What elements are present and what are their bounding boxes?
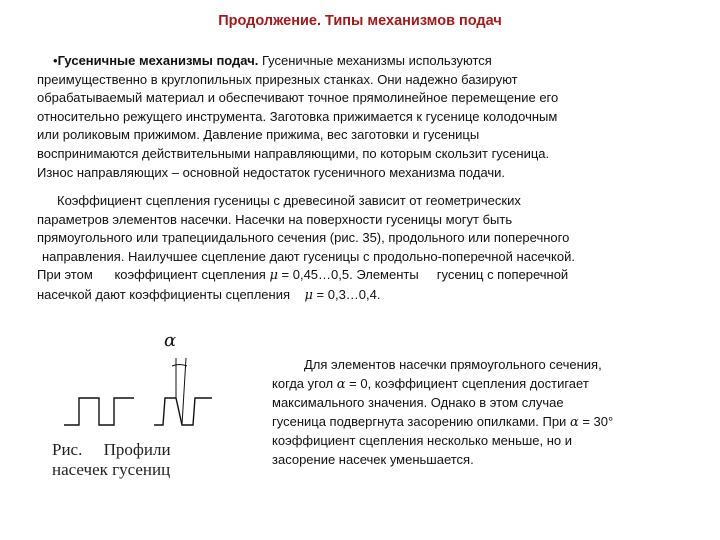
text-fragment: насечкой дают коэффициенты сцепления — [37, 286, 305, 302]
caption-line: Рис. Профили — [52, 440, 171, 459]
alpha-symbol: α — [569, 414, 579, 430]
paragraph-line: Для элементов насечки прямоугольного сечения, — [304, 357, 602, 372]
paragraph-line: коэффициент сцепления несколько меньше, но и — [272, 433, 573, 449]
paragraph-line: максимального значения. Однако в этом случае — [272, 395, 564, 411]
paragraph-line: Коэффициент сцепления гусеницы с древесиной зависит от геометрических — [57, 193, 521, 208]
text-fragment: когда угол — [272, 375, 337, 391]
bullet: • — [53, 53, 58, 68]
paragraph-line: обрабатываемый материал и обеспечивают точное прямолинейное перемещение его — [37, 90, 559, 106]
text-fragment: = 0, коэффициент сцепления достигает — [345, 375, 589, 391]
paragraph-line: или роликовым прижимом. Давление прижима, вес заготовки и гусеницы — [37, 127, 480, 143]
paragraph-line: относительно режущего инструмента. Заготовка прижимается к гусенице колодочным — [37, 108, 558, 124]
page-title: Продолжение. Типы механизмов подач — [218, 13, 502, 29]
mu-symbol: μ — [269, 268, 278, 284]
paragraph-line: преимущественно в круглопильных прирезных станках. Они надежно базируют — [37, 71, 518, 87]
rectangular-notch-profile — [64, 398, 134, 425]
paragraph-line: направления. Наилучшее сцепление дают гусеницы с продольно-поперечной насечкой. — [42, 248, 575, 264]
caption-line: насечек гусениц — [52, 460, 171, 479]
alpha-symbol: α — [336, 376, 346, 392]
paragraph-line: воспринимаются действительными направляющими, по которым скользит гусеница. — [37, 145, 550, 161]
angle-arc — [172, 365, 187, 367]
paragraph-line: засорение насечек уменьшается. — [272, 451, 474, 467]
paragraph-line: Износ направляющих – основной недостаток гусеничного механизма подачи. — [37, 164, 506, 180]
text-fragment: гусеница подвергнута засорению опилками. При — [272, 413, 570, 429]
text-fragment: = 0,3…0,4. — [312, 286, 381, 302]
angle-inclined-line — [182, 358, 186, 425]
paragraph-lead: Гусеничные механизмы подач. — [57, 53, 259, 68]
text-fragment: = 30° — [578, 413, 614, 429]
text-fragment: = 0,45…0,5. Элементы гусениц с поперечной — [277, 267, 569, 283]
figure-caption — [52, 440, 171, 480]
mu-symbol: μ — [304, 287, 313, 303]
paragraph-line: параметров элементов насечки. Насечки на поверхности гусеницы могут быть — [37, 211, 513, 227]
paragraph-line: прямоугольного или трапециидального сечения (рис. 35), продольного или поперечного — [37, 230, 570, 246]
paragraph-text: Гусеничные механизмы используются — [258, 53, 492, 68]
text-fragment: При этом коэффициент сцепления — [37, 267, 270, 283]
figure-alpha-label: α — [164, 330, 177, 351]
